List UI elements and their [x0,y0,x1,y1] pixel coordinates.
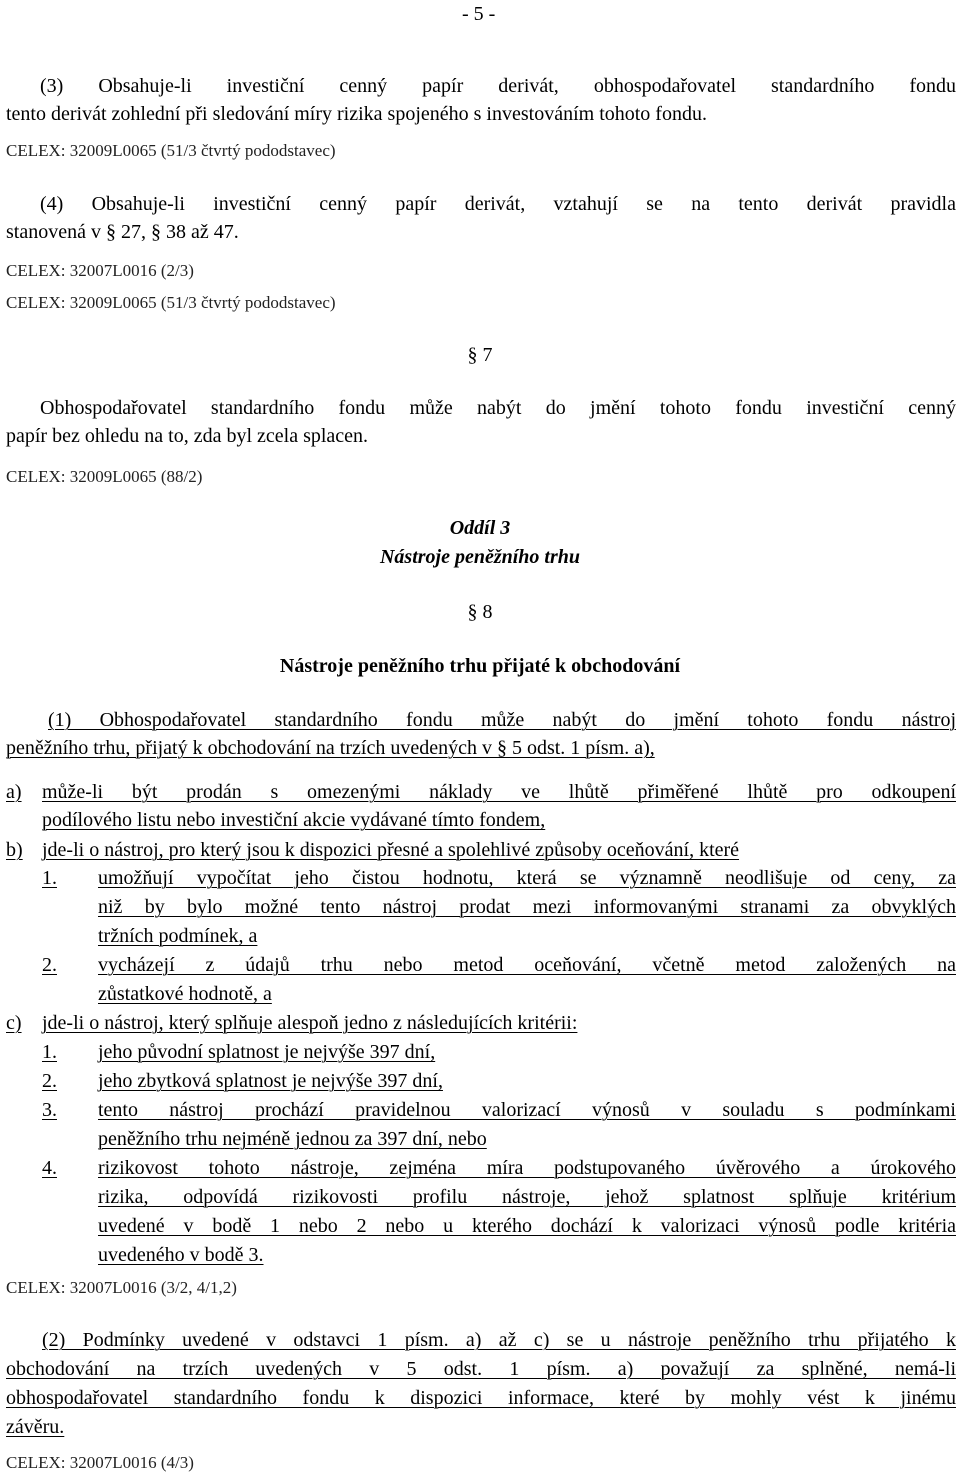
item-b-1-line-1: umožňují vypočítat jeho čistou hodnotu, která se významně neodlišuje od ceny, za [98,867,956,889]
section-7-text-line-2: papír bez ohledu na to, zda byl zcela splacen. [6,425,369,447]
item-a-line-1: může-li být prodán s omezenými náklady ve lhůtě přiměřené lhůtě pro odkoupení [42,781,956,803]
item-c-4-line-1: rizikovost tohoto nástroje, zejména míra podstupovaného úvěrového a úrokového [98,1157,956,1179]
celex-reference: CELEX: 32009L0065 (51/3 čtvrtý pododstavec) [6,293,336,312]
celex-reference: CELEX: 32007L0016 (4/3) [6,1453,194,1472]
item-c-4-line-4: uvedeného v bodě 3. [98,1244,264,1266]
list-marker-c-4: 4. [42,1157,57,1179]
list-marker-c-1: 1. [42,1041,57,1063]
item-b-2-line-1: vycházejí z údajů trhu nebo metod oceňování, včetně metod založených na [98,954,956,976]
part-title: Nástroje peněžního trhu [379,546,581,568]
item-a-line-2: podílového listu nebo investiční akcie vydávané tímto fondem, [42,809,546,831]
celex-reference: CELEX: 32009L0065 (51/3 čtvrtý pododstavec) [6,141,336,160]
paragraph-4-line-2: stanovená v § 27, § 38 až 47. [6,221,239,243]
item-b-line-1: jde-li o nástroj, pro který jsou k dispozici přesné a spolehlivé způsoby oceňování, které [42,839,740,861]
section-8-heading: § 8 [467,601,493,623]
list-marker-c-3: 3. [42,1099,57,1121]
item-c-line-1: jde-li o nástroj, který splňuje alespoň jedno z následujících kritérii: [42,1012,578,1034]
list-marker-b: b) [6,839,23,861]
item-c-3-line-2: peněžního trhu nejméně jednou za 397 dní, nebo [98,1128,487,1150]
page-number: - 5 - [462,3,496,25]
celex-reference: CELEX: 32007L0016 (2/3) [6,261,194,280]
item-c-1-line-1: jeho původní splatnost je nejvýše 397 dní, [98,1041,436,1063]
list-marker-c: c) [6,1012,22,1034]
section-8-para-2-line-3: obhospodařovatel standardního fondu k dispozici informace, které by mohly vést k jinému [6,1387,956,1409]
paragraph-4-line-1: (4) Obsahuje-li investiční cenný papír derivát, vztahují se na tento derivát pravidla [40,193,956,215]
item-b-2-line-2: zůstatkové hodnotě, a [98,983,272,1005]
section-8-para-2-line-4: závěru. [6,1416,65,1438]
section-8-para-2-line-1: (2) Podmínky uvedené v odstavci 1 písm. a) až c) se u nástroje peněžního trhu přijatého k [42,1329,956,1351]
celex-reference: CELEX: 32009L0065 (88/2) [6,467,203,486]
section-8-para-1-line-2: peněžního trhu, přijatý k obchodování na trzích uvedených v § 5 odst. 1 písm. a), [6,737,655,759]
paragraph-3-line-1: (3) Obsahuje-li investiční cenný papír derivát, obhospodařovatel standardního fondu [40,75,956,97]
list-marker-a: a) [6,781,22,803]
list-marker-b-2: 2. [42,954,57,976]
section-8-para-2-line-2: obchodování na trzích uvedených v 5 odst. 1 písm. a) považují za splněné, nemá-li [6,1358,956,1380]
part-heading: Oddíl 3 [449,517,511,539]
section-8-title: Nástroje peněžního trhu přijaté k obchodování [279,655,681,677]
item-b-1-line-2: niž by bylo možné tento nástroj prodat mezi informovanými stranami za obvyklých [98,896,956,918]
paragraph-3-line-2: tento derivát zohlední při sledování míry rizika spojeného s investováním tohoto fondu. [6,103,707,125]
item-c-3-line-1: tento nástroj prochází pravidelnou valorizací výnosů v souladu s podmínkami [98,1099,956,1121]
item-c-4-line-2: rizika, odpovídá rizikovosti profilu nástroje, jehož splatnost splňuje kritérium [98,1186,956,1208]
section-7-text-line-1: Obhospodařovatel standardního fondu může nabýt do jmění tohoto fondu investiční cenný [40,397,956,419]
section-8-para-1-line-1: (1) Obhospodařovatel standardního fondu může nabýt do jmění tohoto fondu nástroj [48,709,956,731]
list-marker-c-2: 2. [42,1070,57,1092]
item-c-4-line-3: uvedené v bodě 1 nebo 2 nebo u kterého dochází k valorizaci výnosů podle kritéria [98,1215,956,1237]
section-7-heading: § 7 [467,344,493,366]
item-c-2-line-1: jeho zbytková splatnost je nejvýše 397 dní, [98,1070,443,1092]
list-marker-b-1: 1. [42,867,57,889]
item-b-1-line-3: tržních podmínek, a [98,925,258,947]
celex-reference: CELEX: 32007L0016 (3/2, 4/1,2) [6,1278,237,1297]
